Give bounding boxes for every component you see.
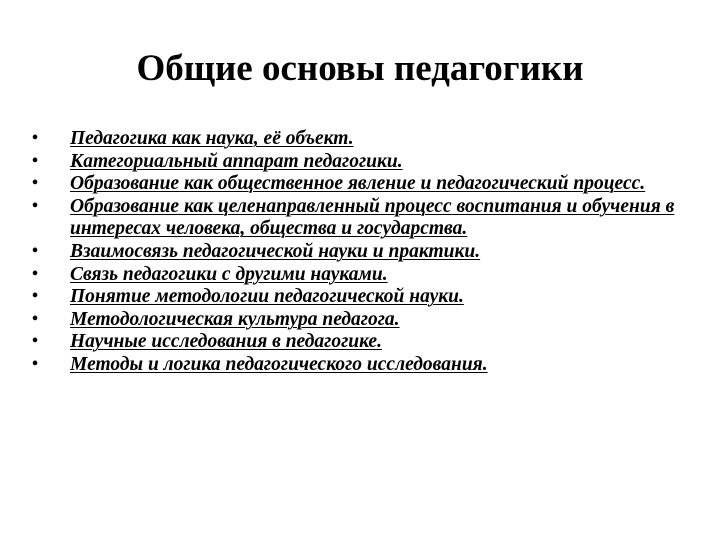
list-item [28,151,688,174]
bullet-icon: • [31,240,39,262]
list-item-text: Педагогика как наука, её объект. [70,128,354,149]
list-item-text: Категориальный аппарат педагогики. [70,150,403,172]
list-item [28,309,688,332]
bullet-icon: • [31,128,39,149]
list-item [28,128,688,151]
list-item [28,173,688,196]
bullet-icon: • [31,173,39,195]
list-item [28,286,688,309]
bullet-icon: • [31,308,39,330]
list-item-text: Понятие методологии педагогической науки. [70,286,464,308]
list-item [28,241,688,264]
bullet-icon: • [31,195,39,217]
list-item [28,264,688,287]
slide-title: Общие основы педагогики [136,48,584,89]
list-item [28,331,688,354]
bullet-icon: • [31,150,39,172]
list-item-text: Образование как общественное явление и педагогический процесс. [70,173,646,195]
list-item-text: Научные исследования в педагогике. [70,331,382,353]
topic-list [28,128,688,377]
list-item-text: Связь педагогики с другими науками. [70,263,388,285]
list-item [28,354,688,377]
list-item-text: Методологическая культура педагога. [70,308,400,330]
list-item-text: Взаимосвязь педагогической науки и практики. [70,240,481,262]
list-item-text: Образование как целенаправленный процесс воспитания и обучения в интересах человека, общества и государства. [70,195,675,240]
bullet-icon: • [31,286,39,308]
bullet-icon: • [31,353,39,375]
bullet-icon: • [31,263,39,285]
bullet-icon: • [31,331,39,353]
list-item [28,196,688,241]
list-item-text: Методы и логика педагогического исследования. [70,353,488,375]
